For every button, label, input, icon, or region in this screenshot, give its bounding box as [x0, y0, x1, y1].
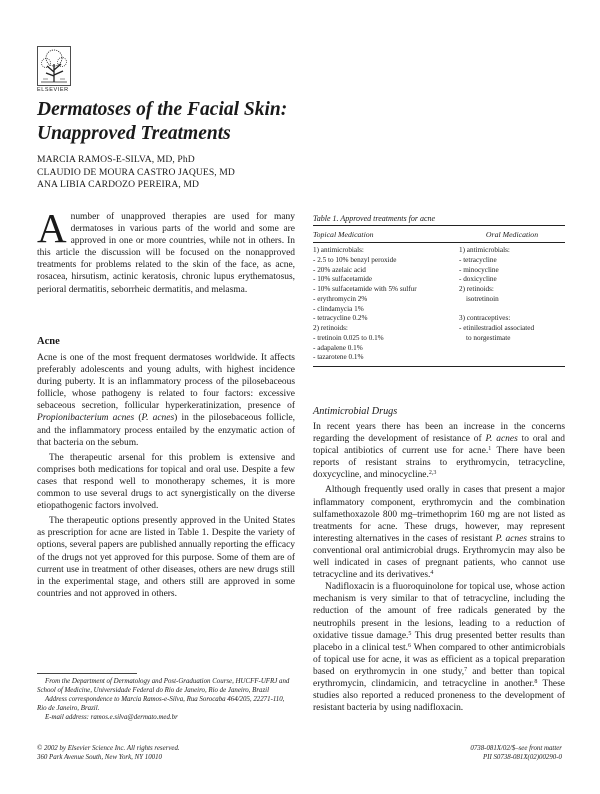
publisher-logo-text: ELSEVIER: [37, 87, 69, 93]
table-rule-bottom: [313, 366, 565, 367]
elsevier-tree-logo: [37, 46, 71, 86]
table-cell-oral: - minocycline: [459, 265, 499, 274]
footnote-email: E-mail address: ramos.e.silva@dermato.med.br: [45, 713, 178, 721]
table-cell-oral: isotretinoin: [466, 294, 499, 303]
title-line-2: Unapproved Treatments: [37, 123, 231, 144]
table-approved-treatments: [313, 214, 565, 367]
table-cell-oral: - tetracycline: [459, 255, 497, 264]
table-cell-oral: 2) retinoids:: [459, 285, 494, 293]
table-caption: Table 1. Approved treatments for acne: [313, 214, 436, 223]
author: CLAUDIO DE MOURA CASTRO JAQUES, MD: [37, 166, 235, 178]
author-list: [37, 154, 235, 192]
table-cell-topical: - 20% azelaic acid: [313, 265, 366, 274]
acne-section-body: [37, 352, 295, 600]
table-cell-topical: - 2.5 to 10% benzyl peroxide: [313, 255, 397, 264]
table-cell-oral: - etinilestradiol associated: [459, 324, 535, 332]
header-topical: Topical Medication: [313, 230, 374, 239]
footnotes: [37, 678, 295, 723]
paragraph: The therapeutic options presently approved in the United States as prescription for acne are listed in Table 1. Despite the variety of options, several papers are published annually reporting the efficacy of the drugs not yet approved for this purpose. Some of them are of current use in treatment of other diseases, others are new drugs still in the experimental stage, and others still are approved in some countries and not approved in others.: [37, 516, 295, 599]
table-cell-topical: 2) retinoids:: [313, 324, 348, 332]
table-cell-oral: to norgestimate: [466, 333, 511, 342]
section-heading-acne: Acne: [37, 336, 60, 347]
topical-column: [313, 246, 459, 363]
footnote-divider: [37, 673, 137, 674]
footnote-affiliation: From the Department of Dermatology and Post-Graduation Course, HUCFF-UFRJ and School of Medicine, Universidade Federal do Rio de Janeiro, Rio de Janeiro, Brazil: [37, 678, 290, 694]
antimicrobial-section-body: [313, 421, 565, 714]
table-cell-topical: - 10% sulfacetamide: [313, 275, 373, 284]
table-cell-topical: - tretinoin 0.025 to 0.1%: [313, 333, 384, 342]
issn-notice: 0738-081X/02/$–see front matter PII S0738-081X(02)00290-0: [470, 745, 562, 761]
table-cell-oral: [459, 305, 565, 315]
oral-column: [459, 246, 565, 363]
table-cell-topical: - tazarotene 0.1%: [313, 353, 364, 362]
table-cell-oral: - doxicycline: [459, 275, 497, 284]
intro-paragraph: [37, 205, 295, 296]
header-oral: Oral Medication: [485, 230, 539, 239]
copyright-notice: © 2002 by Elsevier Science Inc. All rights reserved. 360 Park Avenue South, New York, NY 10010: [37, 745, 180, 761]
article-title: [37, 98, 287, 146]
paragraph: Nadifloxacin is a fluoroquinolone for topical use, whose action mechanism is very similar to that of tetracycline, including the reduction of the amount of free radicals generated by the neutrophils present in the lesions, leading to a reduction of oxidative tissue damage.$^5$ This drug presented better results than placebo in a clinical test.$^6$ When compared to other antimicrobials of topical use for acne, it was as efficient as a topical preparation based on erythromycin in one study,$^7$ and better than topical erythromycin, clindamicin, and tetracycline in another.$^8$ These studies also reported a reduced proneness to the development of resistant bacteria by using nadifloxacin.: [313, 582, 565, 714]
table-body: [313, 243, 565, 366]
table-cell-topical: 1) antimicrobials:: [313, 246, 364, 254]
table-cell-topical: - erythromycin 2%: [313, 294, 368, 303]
author: ANA LIBIA CARDOZO PEREIRA, MD: [37, 179, 200, 191]
paragraph: Although frequently used orally in cases that present a major inflammatory component, erythromycin and the combination sulfamethoxazole 800 mg–trimethoprim 160 mg are not listed as treatments for acne. These drugs, however, may represent interesting alternatives in the cases of resistant P. acnes strains to conventional oral antimicrobial drugs. Erythromycin may also be well indicated in cases of pregnant patients, who cannot use tetracycline and its derivatives.$^4$: [313, 485, 565, 581]
paragraph: The therapeutic arsenal for this problem is extensive and comprises both medications for topical and oral use. Despite a few cases that respond well to monotherapy schemes, it is more common to use several drugs to act synergistically on the diverse etiopathogenic factors involved.: [37, 452, 295, 512]
dropcap: A: [37, 205, 67, 251]
title-line-1: Dermatoses of the Facial Skin:: [37, 99, 288, 120]
table-cell-topical: - clindamycia 1%: [313, 304, 364, 313]
table-cell-topical: - adapalene 0.1%: [313, 343, 363, 352]
author: MARCIA RAMOS-E-SILVA, MD, PhD: [37, 154, 195, 165]
paragraph: Acne is one of the most frequent dermatoses worldwide. It affects preferably adolescents and young adults, with highest incidence during puberty. It is an inflammatory process of the pilosebaceous follicle, whose pathogeny is related to four factors: excessive sebaceous secretion, follicular hyperkeratinization, presence of Propionibacterium acnes (P. acnes) in the pilosebaceous follicle, and the inflammatory process entailed by the enzymatic action of that bacteria on the sebum.: [37, 353, 295, 448]
table-cell-oral: 1) antimicrobials:: [459, 246, 510, 254]
intro-text: number of unapproved therapies are used for many dermatoses in various parts of the world and some are approved in one or more countries, while not in others. In this article the discussion will be focused on the nonapproved treatments for problems related to the skin of the face, as acne, rosacea, hirsutism, actinic keratosis, chronic lupus erythematosus, perioral dermatitis, seborrheic dermatitis, and melasma.: [37, 212, 295, 295]
footnote-address: Address correspondence to Marcia Ramos-e-Silva, Rua Sorocaba 464/205, 22271-110, Rio de Janeiro, Brazil.: [37, 695, 285, 712]
paragraph: In recent years there has been an increase in the concerns regarding the development of resistance of P. acnes to oral and topical antibiotics of current use for acne.$^1$ There have been reports of resistant strains to erythromycin, tetracycline, doxycycline, and minocycline.$^{2,3}$: [313, 422, 565, 481]
table-cell-topical: - 10% sulfacetamide with 5% sulfur: [313, 285, 417, 293]
table-cell-oral: 3) contraceptives:: [459, 314, 511, 323]
table-cell-topical: - tetracycline 0.2%: [313, 314, 368, 323]
section-heading-antimicrobial: Antimicrobial Drugs: [313, 406, 398, 417]
table-header: [313, 226, 565, 242]
